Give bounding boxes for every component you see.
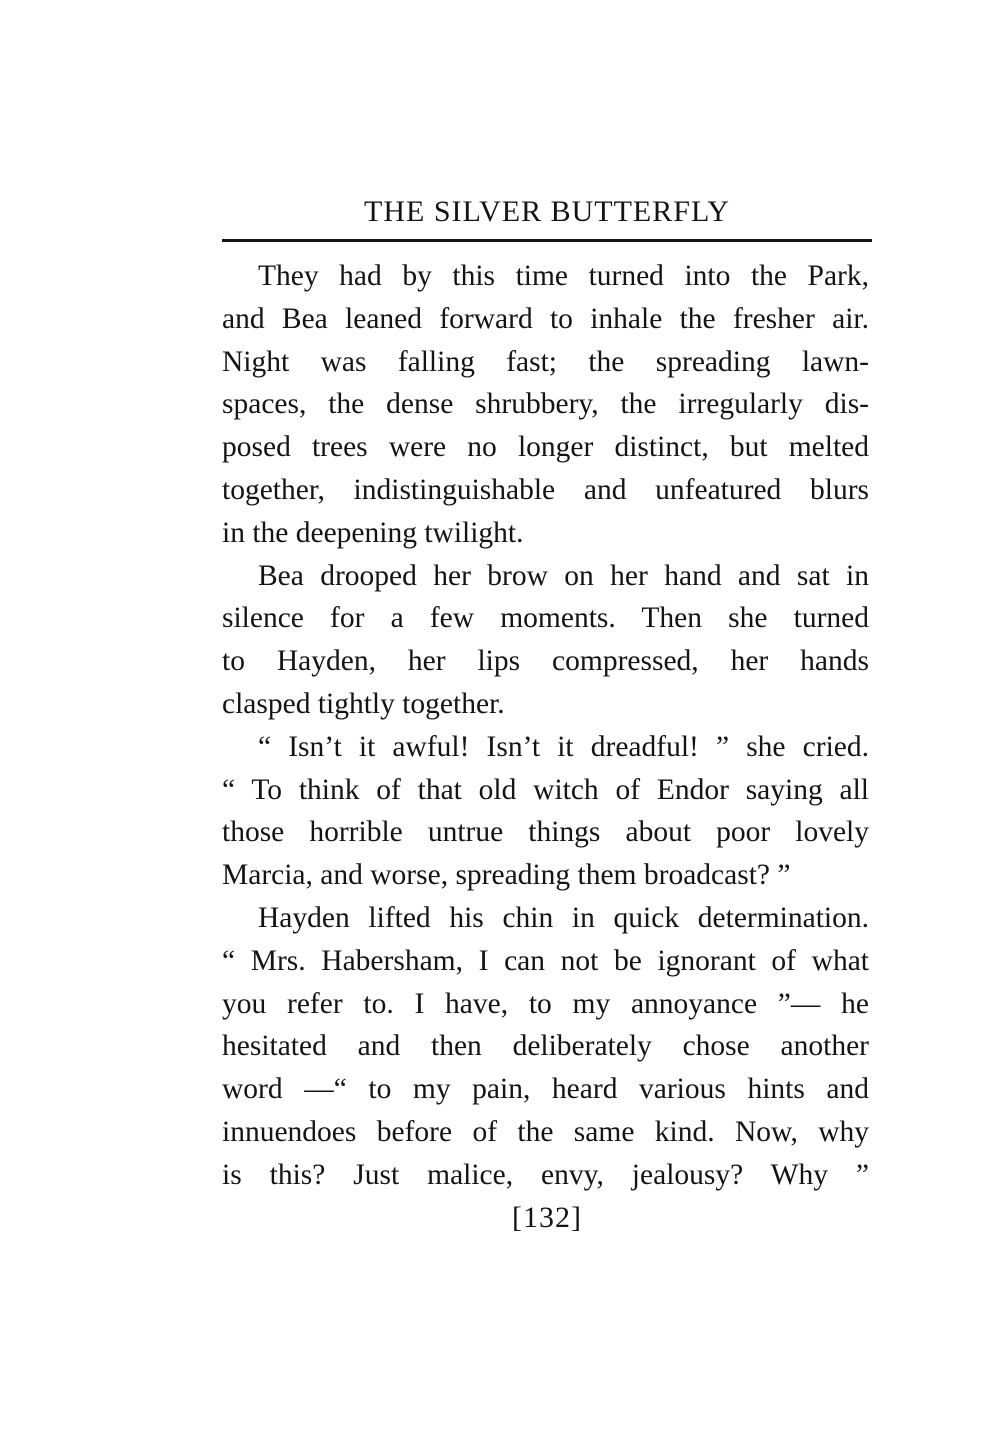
text-line: together, indistinguishable and unfeatured blurs bbox=[222, 473, 869, 506]
text-line: They had by this time turned into the Park, bbox=[258, 260, 869, 292]
text-line: word —“ to my pain, heard various hints and bbox=[222, 1073, 869, 1106]
running-head: THE SILVER BUTTERFLY bbox=[364, 195, 730, 228]
text-line: hesitated and then deliberately chose another bbox=[222, 1030, 869, 1063]
paragraph-3 bbox=[222, 726, 869, 897]
text-line: silence for a few moments. Then she turned bbox=[222, 602, 869, 635]
paragraph-2 bbox=[222, 555, 869, 726]
text-line: Hayden lifted his chin in quick determination. bbox=[258, 901, 869, 934]
text-line: is this? Just malice, envy, jealousy? Why ” bbox=[222, 1158, 869, 1191]
header-rule bbox=[222, 239, 872, 242]
text-line: clasped tightly together. bbox=[222, 687, 505, 720]
text-line: posed trees were no longer distinct, but melted bbox=[222, 431, 869, 464]
text-line: and Bea leaned forward to inhale the fresher air. bbox=[222, 302, 869, 335]
paragraph-4 bbox=[222, 897, 869, 1197]
text-line: those horrible untrue things about poor lovely bbox=[222, 816, 869, 849]
text-line: innuendoes before of the same kind. Now, why bbox=[222, 1115, 869, 1148]
text-line: in the deepening twilight. bbox=[222, 516, 524, 549]
text-line: to Hayden, her lips compressed, her hands bbox=[222, 645, 869, 678]
text-line: spaces, the dense shrubbery, the irregularly dis- bbox=[222, 388, 869, 421]
text-line: Marcia, and worse, spreading them broadcast? ” bbox=[222, 859, 791, 892]
text-line: “ Mrs. Habersham, I can not be ignorant of what bbox=[222, 944, 869, 977]
text-line: Bea drooped her brow on her hand and sat in bbox=[258, 559, 869, 592]
page-number: [132] bbox=[512, 1201, 582, 1234]
paragraph-1 bbox=[222, 255, 869, 555]
text-line: “ Isn’t it awful! Isn’t it dreadful! ” she cried. bbox=[258, 730, 869, 763]
text-line: “ To think of that old witch of Endor saying all bbox=[222, 773, 869, 806]
text-line: you refer to. I have, to my annoyance ”— he bbox=[222, 987, 869, 1020]
text-line: Night was falling fast; the spreading lawn- bbox=[222, 345, 869, 378]
body-text bbox=[222, 255, 869, 1197]
